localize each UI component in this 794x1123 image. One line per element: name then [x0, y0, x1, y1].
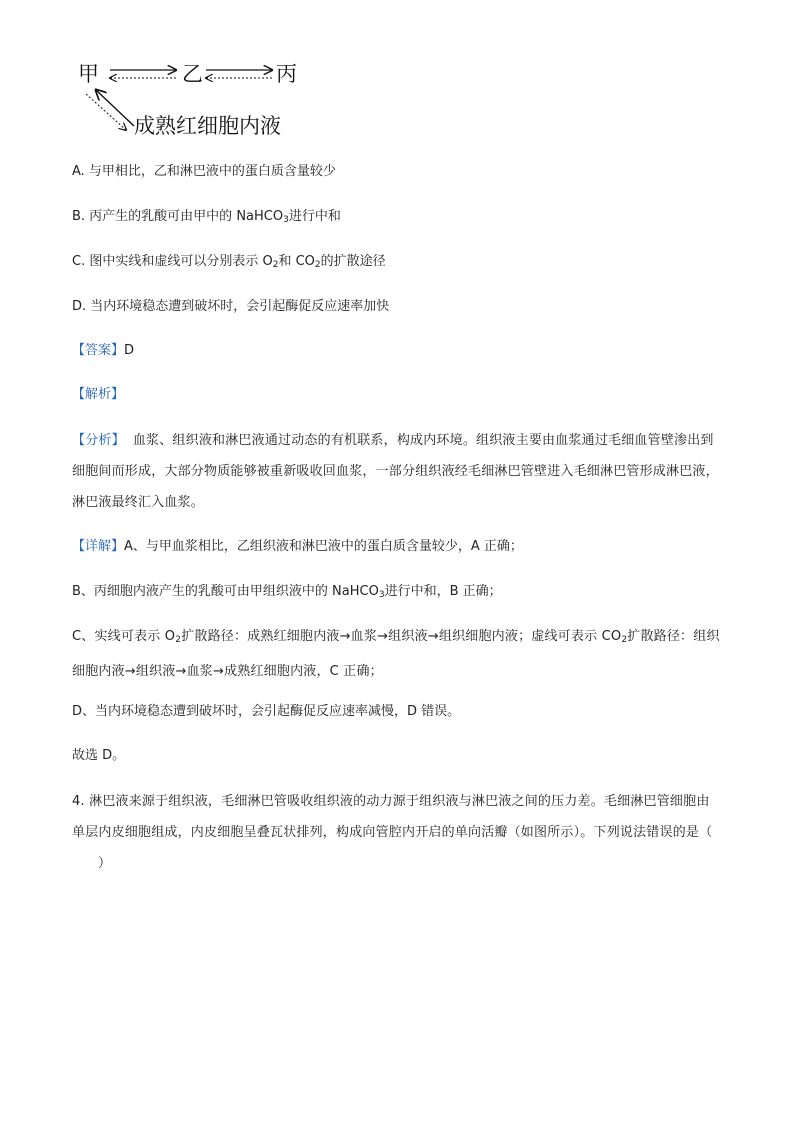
fenxi-text: 血浆、组织液和淋巴液通过动态的有机联系，构成内环境。组织液主要由血浆通过毛细血管壁渗出到细胞间而形成，大部分物质能够被重新吸收回血浆，一部分组织液经毛细淋巴管壁进入毛细淋巴管形成淋巴液，淋巴液最终汇入血浆。: [72, 433, 719, 510]
answer-value: D: [124, 343, 135, 358]
detail-b: B、丙细胞内液产生的乳酸可由甲组织液中的 NaHCO$_3$进行中和，B 正确；: [72, 584, 502, 600]
conclusion: 故选 D。: [72, 748, 126, 763]
answer-line: [72, 342, 134, 360]
fenxi-tag: 【分析】: [72, 433, 125, 448]
node-cell-fluid: 成熟红细胞内液: [134, 114, 281, 138]
detail-a: 【详解】A、与甲血浆相比，乙组织液和淋巴液中的蛋白质含量较少，A 正确；: [72, 539, 523, 554]
node-yi: 乙: [182, 62, 203, 86]
question-4: 4. 淋巴液来源于组织液，毛细淋巴管吸收组织液的动力源于组织液与淋巴液之间的压力差。毛细淋巴管细胞由单层内皮细胞组成，内皮细胞呈叠瓦状排列，构成向管腔内开启的单向活瓣（如图所示）。下列说法错误的是（）: [72, 794, 713, 871]
detail-c: C、实线可表示 $O_2$扩散路径：成熟红细胞内液→血浆→组织液→组织细胞内液；虚线可表示 $CO_2$扩散路径：组织细胞内液→组织液→血浆→成熟红细胞内液，C 正确；: [72, 629, 720, 679]
node-bing: 丙: [276, 62, 297, 86]
option-c: C. 图中实线和虚线可以分别表示 $O_2$和 $CO_2$的扩散途径: [72, 254, 386, 270]
analysis-paragraph: [72, 425, 722, 518]
answer-tag: 【答案】: [72, 343, 125, 358]
option-b: B. 丙产生的乳酸可由甲中的 NaHCO$_3$进行中和: [72, 209, 341, 225]
detail-d: D、当内环境稳态遭到破坏时，会引起酶促反应速率减慢，D 错误。: [72, 704, 461, 719]
node-jia: 甲: [78, 62, 99, 86]
relationship-diagram: [78, 58, 318, 143]
option-a: A. 与甲相比，乙和淋巴液中的蛋白质含量较少: [72, 164, 336, 179]
analysis-heading: 【解析】: [72, 387, 125, 402]
option-d: D. 当内环境稳态遭到破坏时，会引起酶促反应速率加快: [72, 299, 390, 314]
